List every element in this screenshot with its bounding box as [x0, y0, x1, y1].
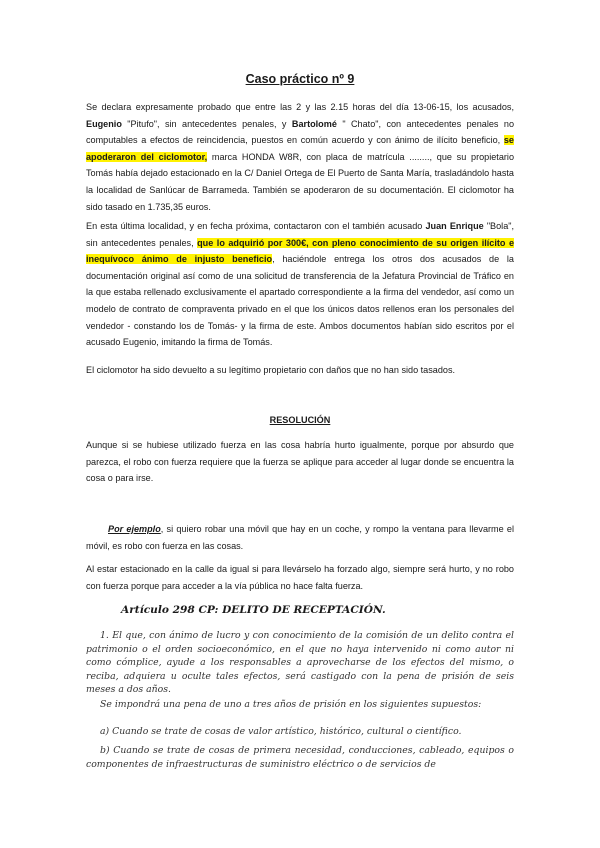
text-run: Se declara expresamente probado que entre las 2 y las 2.15 horas del día 13-06-15, los acusados,: [86, 102, 514, 112]
facts-paragraph-1: [86, 99, 514, 215]
text-run: "Pitufo", sin antecedentes penales, y: [121, 118, 292, 129]
resolution-heading: RESOLUCIÓN: [269, 415, 331, 425]
text-run: marca HONDA W8R, con placa de matrícula ........, que su propietario Tomás había dejado estacionado en la C/ Daniel Ortega de El Puerto de Santa María, trasladándolo hasta la localidad de Sanlúcar de Barrameda. También se apoderaron de su documentación. El ciclomotor ha sido tasado en 1.735,35 euros.: [86, 151, 514, 212]
article-heading: Artículo 298 CP: DELITO DE RECEPTACIÓN.: [121, 604, 386, 616]
accused-name: Bartolomé: [291, 118, 337, 129]
article-paragraph-1: [86, 629, 514, 697]
text-run: a) Cuando se trate de cosas de valor artístico, histórico, cultural o científico.: [100, 726, 462, 737]
document-title: Caso práctico nº 9: [245, 72, 355, 86]
highlighted-text: que lo adquirió por 300€, con pleno conocimiento de su origen ilícito e inequívoco ánimo de injusto beneficio: [86, 237, 514, 265]
facts-paragraph-2: [86, 218, 514, 351]
text-run: " Chato", con antecedentes penales no computables a efectos de reincidencia, puestos en común acuerdo y con ánimo de ilícito beneficio,: [86, 118, 514, 146]
text-run: "Bola", sin antecedentes penales,: [86, 221, 515, 248]
accused-name: Juan Enrique: [425, 221, 484, 231]
article-paragraph-2: [86, 698, 514, 712]
text-run: Se impondrá una pena de uno a tres años de prisión en los siguientes supuestos:: [100, 699, 482, 710]
text-run: b) Cuando se trate de cosas de primera necesidad, conducciones, cableado, equipos o componentes de infraestructuras de suministro eléctrico o de servicios de: [86, 745, 514, 770]
text-run: En esta última localidad, y en fecha próxima, contactaron con el también acusado: [86, 221, 426, 231]
resolution-paragraph-3: Al estar estacionado en la calle da igual si para llevárselo ha forzado algo, siempre será hurto, y no robo con fuerza porque para acceder a la vía pública no hace falta fuerza.: [86, 564, 514, 591]
text-run: , si quiero robar una móvil que hay en un coche, y rompo la ventana para llevarme el móvil, es robo con fuerza en las cosas.: [86, 524, 514, 551]
text-run: , haciéndole entrega los otros dos acusados de la documentación original así como de una solicitud de transferencia de la Jefatura Provincial de Tráfico en la que estaba rellenado exclusivamente el apartado correspondiente a la firma del vendedor, así como un modelo de contrato de compraventa privado en el que los únicos datos rellenos eran los personales del vendedor - constando los de Tomás- y la firma de este. Ambos documentos habían sido escritos por el acusado Eugenio, imitando la firma de Tomás.: [86, 254, 514, 348]
text-run: 1. El que, con ánimo de lucro y con conocimiento de la comisión de un delito contra el patrimonio o el orden socioeconómico, en el que no haya intervenido ni como autor ni como cómplice, ayude a los responsables a aprovecharse de los efectos del mismo, o reciba, adquiera u oculte tales efectos, será castigado con la pena de prisión de seis meses a dos años.: [86, 630, 514, 696]
accused-name: Eugenio: [86, 118, 122, 129]
article-paragraph-4: [86, 744, 514, 771]
article-paragraph-3: [86, 725, 514, 739]
resolution-paragraph-1: Aunque si se hubiese utilizado fuerza en las cosa habría hurto igualmente, porque por absurdo que parezca, el robo con fuerza requiere que la fuerza se aplique para acceder al lugar donde se encuentra la cosa o para irse.: [86, 440, 514, 484]
resolution-paragraph-2: [86, 521, 514, 554]
highlighted-text: se apoderaron del ciclomotor,: [86, 135, 514, 162]
facts-paragraph-3: El ciclomotor ha sido devuelto a su legítimo propietario con daños que no han sido tasados.: [86, 365, 456, 375]
example-label: Por ejemplo: [108, 524, 161, 534]
